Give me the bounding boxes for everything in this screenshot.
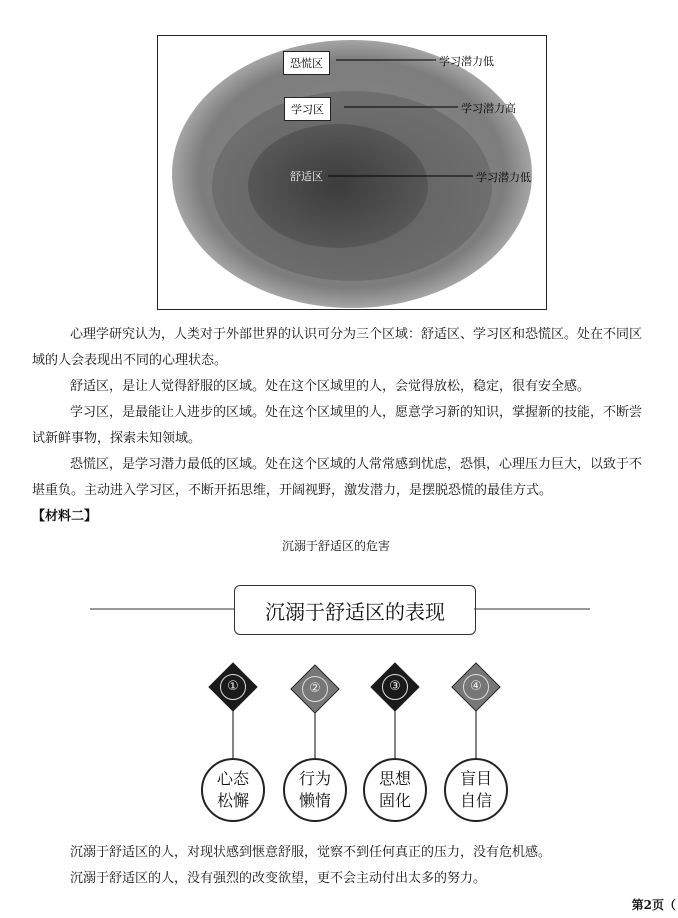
trait-circle-3 (363, 758, 427, 822)
trait-circle-1 (201, 758, 265, 822)
trait-line: 松懈 (216, 791, 249, 810)
panic-zone-paragraph: 恐慌区，是学习潜力最低的区域。处在这个区域的人常常感到忧虑，恐惧，心理压力巨大，以致于不堪重负。主动进入学习区，不断开拓思维，开阔视野，激发潜力，是摆脱恐慌的最佳方式。 (32, 457, 643, 498)
trait-line: 思想 (378, 769, 411, 788)
learning-zone-label: 学习区 (284, 97, 331, 121)
trait-line: 固化 (378, 791, 411, 810)
comfort-zone-note: 学习潜力低 (476, 171, 531, 184)
panic-zone-note: 学习潜力低 (439, 55, 494, 68)
figure-caption: 沉溺于舒适区的危害 (282, 539, 391, 553)
learning-zone-paragraph: 学习区，是最能让人进步的区域。处在这个区域里的人，愿意学习新的知识，掌握新的技能，不断尝试新鲜事物，探索未知领域。 (32, 405, 643, 446)
item-number-4: ④ (463, 674, 489, 700)
comfort-zone-paragraph: 舒适区，是让人觉得舒服的区域。处在这个区域里的人，会觉得放松，稳定，很有安全感。 (70, 379, 591, 394)
trait-line: 心态 (216, 769, 249, 788)
closing-line-1: 沉溺于舒适区的人，对现状感到惬意舒服，觉察不到任何真正的压力，没有危机感。 (70, 845, 552, 860)
trait-line: 盲目 (459, 769, 492, 788)
panic-zone-label: 恐慌区 (283, 51, 330, 75)
item-number-1: ① (220, 674, 246, 700)
trait-line: 懒惰 (298, 791, 331, 810)
material-two-heading: 【材料二】 (32, 509, 98, 524)
learning-zone-note: 学习潜力高 (461, 102, 516, 115)
trait-circle-2 (283, 758, 347, 822)
trait-circle-4 (444, 758, 508, 822)
closing-line-2: 沉溺于舒适区的人，没有强烈的改变欲望，更不会主动付出太多的努力。 (70, 871, 487, 886)
item-number-3: ③ (382, 674, 408, 700)
page-number: 第2页（ (631, 898, 676, 912)
trait-line: 自信 (459, 791, 492, 810)
item-number-2: ② (302, 676, 328, 702)
comfort-zone-label: 舒适区 (290, 170, 323, 183)
intro-paragraph: 心理学研究认为，人类对于外部世界的认识可分为三个区域：舒适区、学习区和恐慌区。处在不同区域的人会表现出不同的心理状态。 (32, 327, 643, 368)
trait-line: 行为 (298, 769, 331, 788)
diagram-title-box: 沉溺于舒适区的表现 (234, 585, 476, 635)
